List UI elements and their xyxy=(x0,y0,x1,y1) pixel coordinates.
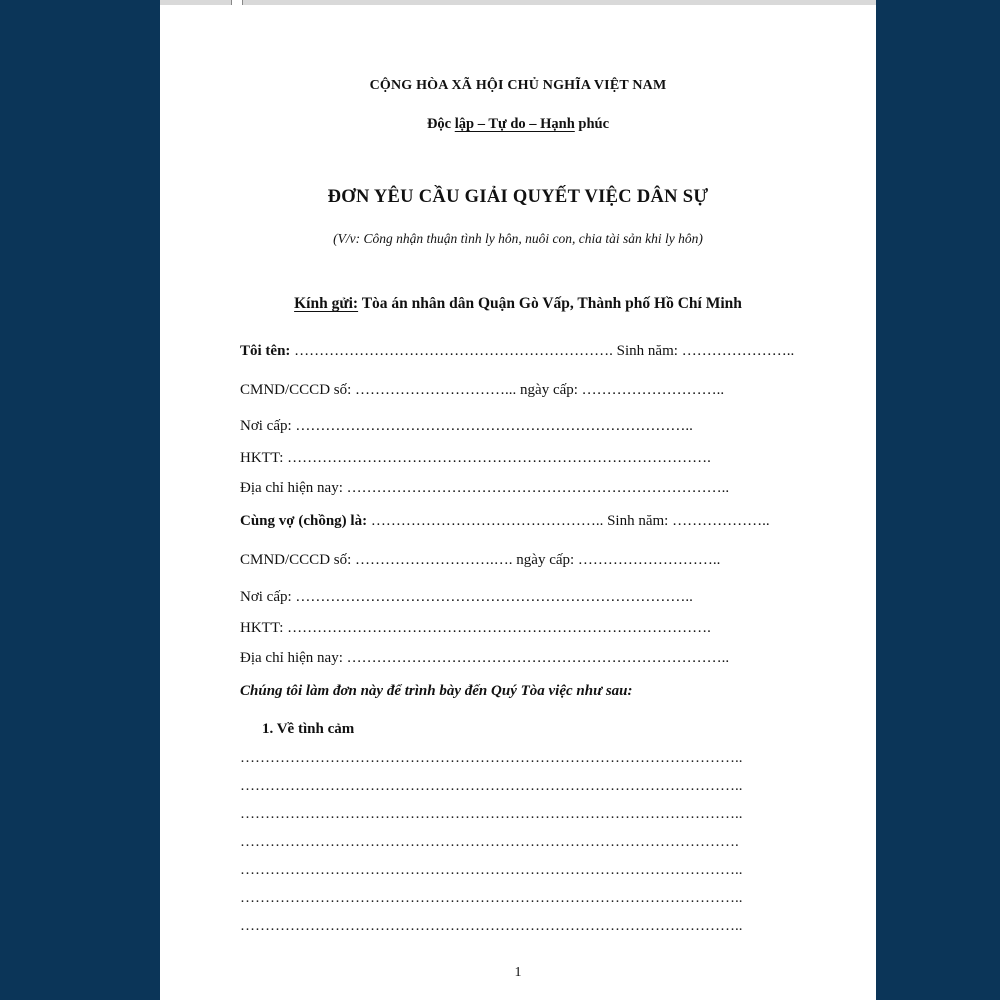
applicant-issue-date-label: ngày cấp: xyxy=(520,382,578,398)
dotted-line[interactable]: ……………………………………………………………………………………….. xyxy=(240,778,743,794)
applicant-issue-place-field[interactable]: …………………………………………………………………….. xyxy=(291,418,693,434)
spouse-birth-field[interactable]: ……………….. xyxy=(668,513,770,529)
spouse-issue-date-field[interactable]: ……………………….. xyxy=(574,552,721,568)
motto-underlined: lập – Tự do – Hạnh xyxy=(454,116,575,132)
applicant-id-field[interactable]: …………………………... xyxy=(351,382,521,398)
dotted-line[interactable]: ………………………………………………………………………………………. xyxy=(240,834,739,850)
applicant-issue-date-field[interactable]: ……………………….. xyxy=(577,382,725,398)
dotted-line[interactable]: ……………………………………………………………………………………….. xyxy=(240,890,743,906)
applicant-birth-label: Sinh năm: xyxy=(616,343,678,359)
applicant-name-row xyxy=(240,343,794,360)
spouse-issue-place-field[interactable]: …………………………………………………………………….. xyxy=(291,589,693,605)
applicant-name-label: Tôi tên: xyxy=(240,343,291,359)
spouse-address-label: Địa chỉ hiện nay: xyxy=(240,650,343,666)
dotted-line[interactable]: ……………………………………………………………………………………….. xyxy=(240,750,743,766)
applicant-birth-field[interactable]: ………………….. xyxy=(677,343,795,359)
national-motto xyxy=(160,116,876,133)
document-page xyxy=(160,5,876,1000)
spouse-hktt-field[interactable]: …………………………………………………………………………. xyxy=(283,620,711,636)
applicant-name-field[interactable]: ………………………………………………………. xyxy=(290,343,617,359)
applicant-issue-place-row xyxy=(240,418,693,435)
applicant-id-label: CMND/CCCD số: xyxy=(240,382,352,398)
dotted-line[interactable]: ……………………………………………………………………………………….. xyxy=(240,918,743,934)
spouse-address-row xyxy=(240,650,729,667)
spouse-issue-place-label: Nơi cấp: xyxy=(240,589,292,605)
applicant-address-field[interactable]: ………………………………………………………………….. xyxy=(342,480,730,496)
applicant-hktt-field[interactable]: …………………………………………………………………………. xyxy=(283,450,711,466)
dotted-line[interactable]: ……………………………………………………………………………………….. xyxy=(240,862,743,878)
applicant-id-row xyxy=(240,382,724,399)
spouse-hktt-row xyxy=(240,620,711,637)
national-name: CỘNG HÒA XÃ HỘI CHỦ NGHĨA VIỆT NAM xyxy=(369,78,667,93)
spouse-address-field[interactable]: ………………………………………………………………….. xyxy=(342,650,730,666)
recipient-value: Tòa án nhân dân Quận Gò Vấp, Thành phố Hồ Chí Minh xyxy=(358,295,742,312)
spouse-id-field[interactable]: ……………………….…. xyxy=(351,552,517,568)
spouse-issue-date-label: ngày cấp: xyxy=(516,552,575,568)
applicant-address-row xyxy=(240,480,729,497)
applicant-address-label: Địa chỉ hiện nay: xyxy=(240,480,343,496)
applicant-hktt-row xyxy=(240,450,711,467)
dotted-line[interactable]: ……………………………………………………………………………………….. xyxy=(240,806,743,822)
applicant-hktt-label: HKTT: xyxy=(240,450,284,466)
page-number: 1 xyxy=(514,965,522,980)
spouse-issue-place-row xyxy=(240,589,693,606)
intro-statement: Chúng tôi làm đơn này để trình bày đến Quý Tòa việc như sau: xyxy=(240,683,633,699)
applicant-issue-place-label: Nơi cấp: xyxy=(240,418,292,434)
motto-prefix: Độc xyxy=(426,116,455,132)
spouse-id-row xyxy=(240,552,720,569)
section-heading-emotion: 1. Về tình cảm xyxy=(262,721,355,737)
spouse-name-row xyxy=(240,513,770,530)
motto-suffix: phúc xyxy=(574,116,610,132)
spouse-name-field[interactable]: ……………………………………….. xyxy=(367,513,608,529)
recipient-label: Kính gửi: xyxy=(294,295,359,312)
spouse-birth-label: Sinh năm: xyxy=(607,513,669,529)
spouse-name-label: Cùng vợ (chồng) là: xyxy=(240,513,368,529)
spouse-hktt-label: HKTT: xyxy=(240,620,284,636)
document-title: ĐƠN YÊU CẦU GIẢI QUYẾT VIỆC DÂN SỰ xyxy=(327,187,709,207)
recipient-line xyxy=(160,295,876,313)
spouse-id-label: CMND/CCCD số: xyxy=(240,552,352,568)
document-subtitle: (V/v: Công nhận thuận tình ly hôn, nuôi con, chia tài sản khi ly hôn) xyxy=(333,231,703,246)
